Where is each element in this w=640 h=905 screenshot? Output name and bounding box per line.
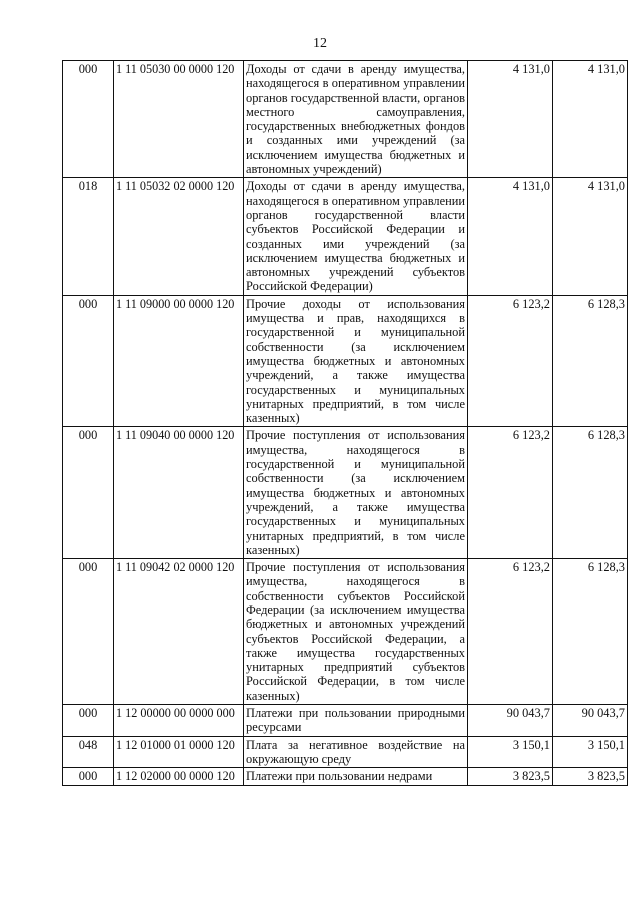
amount-year2-cell: 6 128,3 bbox=[553, 427, 628, 559]
table-row bbox=[63, 427, 628, 559]
amount-year1-cell: 6 123,2 bbox=[468, 427, 553, 559]
admin-code-cell: 048 bbox=[63, 736, 114, 768]
amount-year1-cell: 3 823,5 bbox=[468, 768, 553, 785]
description-cell: Прочие поступления от использования имущества, находящегося в государственной и муниципальной собственности (за исключением имущества бюджетных и автономных учреждений, а также имущества государственных и муниципальных унитарных предприятий, в том числе казенных) bbox=[244, 427, 468, 559]
amount-year1-cell: 4 131,0 bbox=[468, 178, 553, 295]
description-cell: Прочие поступления от использования имущества, находящегося в собственности субъектов Российской Федерации (за исключением имущества бюджетных и автономных учреждений субъектов Российской Федерации, а также имущества государственных унитарных предприятий субъектов Российской Федерации, в том числе казенных) bbox=[244, 559, 468, 705]
amount-year2-cell: 3 823,5 bbox=[553, 768, 628, 785]
table-row bbox=[63, 61, 628, 178]
admin-code-cell: 000 bbox=[63, 427, 114, 559]
budget-revenue-table bbox=[62, 60, 628, 786]
amount-year1-cell: 6 123,2 bbox=[468, 295, 553, 427]
budget-code-cell: 1 11 09040 00 0000 120 bbox=[114, 427, 244, 559]
budget-code-cell: 1 11 09042 02 0000 120 bbox=[114, 559, 244, 705]
admin-code-cell: 000 bbox=[63, 295, 114, 427]
amount-year1-cell: 4 131,0 bbox=[468, 61, 553, 178]
description-cell: Платежи при пользовании природными ресурсами bbox=[244, 705, 468, 737]
amount-year1-cell: 3 150,1 bbox=[468, 736, 553, 768]
table-row bbox=[63, 768, 628, 785]
amount-year2-cell: 90 043,7 bbox=[553, 705, 628, 737]
description-cell: Доходы от сдачи в аренду имущества, находящегося в оперативном управлении органов государственной власти, органов местного самоуправления, государственных внебюджетных фондов и созданных ими учреждений (за исключением имущества бюджетных и автономных учреждений) bbox=[244, 61, 468, 178]
description-cell: Плата за негативное воздействие на окружающую среду bbox=[244, 736, 468, 768]
page-number: 12 bbox=[313, 36, 327, 51]
amount-year2-cell: 4 131,0 bbox=[553, 178, 628, 295]
amount-year1-cell: 90 043,7 bbox=[468, 705, 553, 737]
table-row bbox=[63, 559, 628, 705]
table-row bbox=[63, 705, 628, 737]
description-cell: Прочие доходы от использования имущества и прав, находящихся в государственной и муниципальной собственности (за исключением имущества бюджетных и автономных учреждений, а также имущества государственных и муниципальных унитарных предприятий, в том числе казенных) bbox=[244, 295, 468, 427]
budget-code-cell: 1 12 02000 00 0000 120 bbox=[114, 768, 244, 785]
budget-code-cell: 1 12 01000 01 0000 120 bbox=[114, 736, 244, 768]
admin-code-cell: 000 bbox=[63, 61, 114, 178]
table-row bbox=[63, 736, 628, 768]
admin-code-cell: 000 bbox=[63, 705, 114, 737]
description-cell: Платежи при пользовании недрами bbox=[244, 768, 468, 785]
amount-year2-cell: 6 128,3 bbox=[553, 295, 628, 427]
table-row bbox=[63, 295, 628, 427]
budget-code-cell: 1 11 09000 00 0000 120 bbox=[114, 295, 244, 427]
amount-year1-cell: 6 123,2 bbox=[468, 559, 553, 705]
budget-code-cell: 1 11 05032 02 0000 120 bbox=[114, 178, 244, 295]
admin-code-cell: 000 bbox=[63, 559, 114, 705]
table-row bbox=[63, 178, 628, 295]
description-cell: Доходы от сдачи в аренду имущества, находящегося в оперативном управлении органов государственной власти субъектов Российской Федерации и созданных ими учреждений (за исключением имущества бюджетных и автономных учреждений субъектов Российской Федерации) bbox=[244, 178, 468, 295]
amount-year2-cell: 4 131,0 bbox=[553, 61, 628, 178]
amount-year2-cell: 6 128,3 bbox=[553, 559, 628, 705]
admin-code-cell: 018 bbox=[63, 178, 114, 295]
budget-code-cell: 1 11 05030 00 0000 120 bbox=[114, 61, 244, 178]
budget-code-cell: 1 12 00000 00 0000 000 bbox=[114, 705, 244, 737]
amount-year2-cell: 3 150,1 bbox=[553, 736, 628, 768]
admin-code-cell: 000 bbox=[63, 768, 114, 785]
